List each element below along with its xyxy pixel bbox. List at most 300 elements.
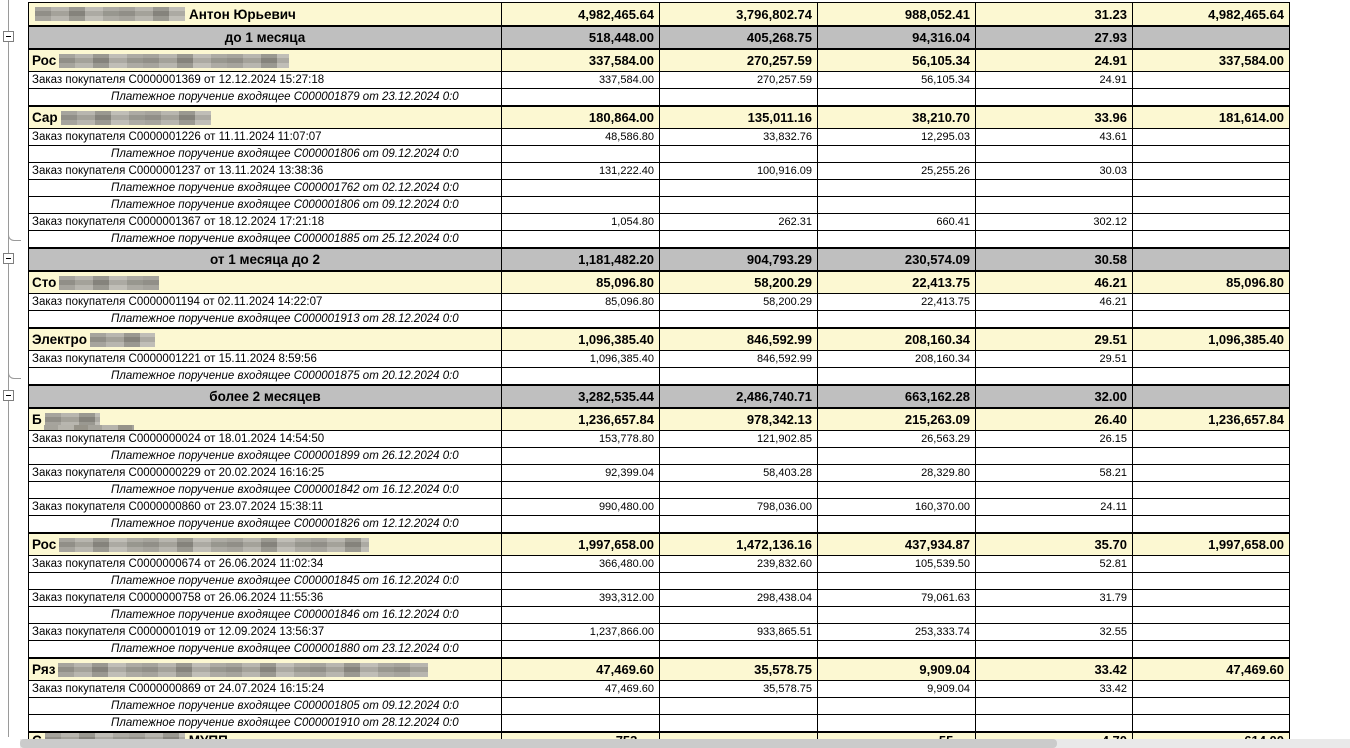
- collapse-button-section-3[interactable]: [3, 390, 14, 401]
- table-row: [28, 351, 1290, 368]
- value-cell[interactable]: [1133, 448, 1290, 464]
- table-row: [28, 482, 1290, 499]
- tree-gutter: [0, 0, 28, 748]
- table-row: [28, 248, 1290, 271]
- table-row: [28, 624, 1290, 641]
- value-cell[interactable]: 48,586.80: [502, 129, 660, 145]
- collapse-button-section-1[interactable]: [3, 31, 14, 42]
- table-row: [28, 146, 1290, 163]
- value-cell[interactable]: [1133, 681, 1290, 697]
- value-cell[interactable]: [1133, 129, 1290, 145]
- value-cell[interactable]: 47,469.60: [502, 659, 660, 680]
- value-cell[interactable]: [660, 180, 818, 196]
- value-cell[interactable]: 85,096.80: [502, 272, 660, 293]
- value-cell[interactable]: [818, 607, 976, 623]
- value-cell[interactable]: 24.91: [976, 72, 1133, 88]
- value-cell[interactable]: [976, 448, 1133, 464]
- document-label: Заказ покупателя C0000001237 от 13.11.2024 13:38:36: [32, 165, 324, 177]
- row-label-cell[interactable]: [28, 448, 502, 464]
- value-cell[interactable]: 239,832.60: [660, 556, 818, 572]
- table-row: [28, 681, 1290, 698]
- value-cell[interactable]: [976, 607, 1133, 623]
- row-label-cell[interactable]: [28, 129, 502, 145]
- value-cell[interactable]: 35.70: [976, 534, 1133, 555]
- table-row: [28, 715, 1290, 732]
- row-label-cell[interactable]: [28, 146, 502, 162]
- redacted-text: [35, 7, 185, 21]
- value-cell[interactable]: [818, 368, 976, 384]
- value-cell[interactable]: [1133, 715, 1290, 731]
- horizontal-scrollbar[interactable]: [20, 739, 1350, 748]
- value-cell[interactable]: [660, 448, 818, 464]
- value-cell[interactable]: 29.51: [976, 329, 1133, 350]
- value-cell[interactable]: [660, 197, 818, 213]
- value-cell[interactable]: 26.15: [976, 431, 1133, 447]
- redacted-text: [59, 538, 369, 552]
- value-cell[interactable]: [818, 641, 976, 657]
- value-cell[interactable]: 33.42: [976, 659, 1133, 680]
- value-cell[interactable]: [502, 573, 660, 589]
- value-cell[interactable]: [976, 482, 1133, 498]
- value-cell[interactable]: 270,257.59: [660, 50, 818, 71]
- value-cell[interactable]: 208,160.34: [818, 351, 976, 367]
- row-label-cell[interactable]: [28, 272, 502, 293]
- value-cell[interactable]: [976, 715, 1133, 731]
- document-label: Платежное поручение входящее C000001879 от 23.12.2024 0:0: [111, 91, 459, 103]
- value-cell[interactable]: [1133, 607, 1290, 623]
- row-label-cell[interactable]: [28, 534, 502, 555]
- value-cell[interactable]: 253,333.74: [818, 624, 976, 640]
- value-cell[interactable]: 2,486,740.71: [660, 386, 818, 407]
- row-label-cell[interactable]: [28, 641, 502, 657]
- value-cell[interactable]: [660, 698, 818, 714]
- value-cell[interactable]: [1133, 516, 1290, 532]
- value-cell[interactable]: [818, 715, 976, 731]
- row-label-cell[interactable]: [28, 368, 502, 384]
- value-cell[interactable]: 33.96: [976, 107, 1133, 128]
- row-label-cell[interactable]: [28, 715, 502, 731]
- row-label-cell[interactable]: [28, 624, 502, 640]
- value-cell[interactable]: [502, 516, 660, 532]
- value-cell[interactable]: 215,263.09: [818, 409, 976, 430]
- value-cell[interactable]: 9,909.04: [818, 681, 976, 697]
- document-label: Заказ покупателя C0000000860 от 23.07.2024 15:38:11: [32, 501, 324, 513]
- value-cell[interactable]: 1,054.80: [502, 214, 660, 230]
- value-cell[interactable]: 1,096,385.40: [1133, 329, 1290, 350]
- value-cell[interactable]: [502, 180, 660, 196]
- value-cell[interactable]: [1133, 624, 1290, 640]
- value-cell[interactable]: [502, 368, 660, 384]
- value-cell[interactable]: 3,282,535.44: [502, 386, 660, 407]
- value-cell[interactable]: [818, 573, 976, 589]
- value-cell[interactable]: 24.91: [976, 50, 1133, 71]
- table-row: [28, 368, 1290, 385]
- value-cell[interactable]: 121,902.85: [660, 431, 818, 447]
- value-cell[interactable]: [502, 482, 660, 498]
- value-cell[interactable]: 35,578.75: [660, 681, 818, 697]
- counterparty-name: Сар: [32, 110, 58, 125]
- value-cell[interactable]: 131,222.40: [502, 163, 660, 179]
- value-cell[interactable]: 1,236,657.84: [502, 409, 660, 430]
- document-label: Платежное поручение входящее C000001842 от 16.12.2024 0:0: [111, 484, 459, 496]
- redacted-text: [58, 663, 428, 677]
- value-cell[interactable]: 337,584.00: [1133, 50, 1290, 71]
- value-cell[interactable]: [660, 368, 818, 384]
- redacted-text: [90, 333, 155, 347]
- value-cell[interactable]: 22,413.75: [818, 272, 976, 293]
- collapse-button-section-2[interactable]: [3, 253, 14, 264]
- table-row: [28, 328, 1290, 351]
- value-cell[interactable]: 100,916.09: [660, 163, 818, 179]
- value-cell[interactable]: 337,584.00: [502, 72, 660, 88]
- value-cell[interactable]: [976, 231, 1133, 247]
- row-label-cell[interactable]: [28, 107, 502, 128]
- value-cell[interactable]: [502, 311, 660, 327]
- value-cell[interactable]: [502, 698, 660, 714]
- value-cell[interactable]: [818, 231, 976, 247]
- value-cell[interactable]: 978,342.13: [660, 409, 818, 430]
- value-cell[interactable]: 85,096.80: [1133, 272, 1290, 293]
- value-cell[interactable]: 32.00: [976, 386, 1133, 407]
- value-cell[interactable]: 1,096,385.40: [502, 329, 660, 350]
- row-label-cell[interactable]: [28, 607, 502, 623]
- value-cell[interactable]: [660, 573, 818, 589]
- value-cell[interactable]: 47,469.60: [1133, 659, 1290, 680]
- value-cell[interactable]: 46.21: [976, 272, 1133, 293]
- value-cell[interactable]: [1133, 311, 1290, 327]
- row-label-cell[interactable]: [28, 465, 502, 481]
- value-cell[interactable]: 437,934.87: [818, 534, 976, 555]
- value-cell[interactable]: 1,237,866.00: [502, 624, 660, 640]
- document-label: Платежное поручение входящее C000001845 от 16.12.2024 0:0: [111, 575, 459, 587]
- value-cell[interactable]: 28,329.80: [818, 465, 976, 481]
- table-row: [28, 465, 1290, 482]
- section-title: до 1 месяца: [224, 30, 306, 45]
- row-label-cell[interactable]: [28, 197, 502, 213]
- table-row: [28, 658, 1290, 681]
- value-cell[interactable]: 94,316.04: [818, 27, 976, 48]
- value-cell[interactable]: 153,778.80: [502, 431, 660, 447]
- value-cell[interactable]: [1133, 641, 1290, 657]
- value-cell[interactable]: [502, 231, 660, 247]
- value-cell[interactable]: [818, 180, 976, 196]
- table-row: [28, 294, 1290, 311]
- value-cell[interactable]: 208,160.34: [818, 329, 976, 350]
- value-cell[interactable]: 58.21: [976, 465, 1133, 481]
- redacted-text: [59, 276, 159, 290]
- row-label-cell[interactable]: [28, 163, 502, 179]
- table-row: [28, 641, 1290, 658]
- value-cell[interactable]: [1133, 89, 1290, 105]
- value-cell[interactable]: 9,909.04: [818, 659, 976, 680]
- value-cell[interactable]: [976, 641, 1133, 657]
- value-cell[interactable]: 105,539.50: [818, 556, 976, 572]
- value-cell[interactable]: 393,312.00: [502, 590, 660, 606]
- table-row: [28, 385, 1290, 408]
- value-cell[interactable]: [502, 89, 660, 105]
- table-row: [28, 163, 1290, 180]
- document-label: Заказ покупателя C0000000229 от 20.02.2024 16:16:25: [32, 467, 325, 479]
- row-label-cell[interactable]: [28, 431, 502, 447]
- value-cell[interactable]: [976, 180, 1133, 196]
- row-label-cell[interactable]: [28, 659, 502, 680]
- row-label-cell[interactable]: [28, 590, 502, 606]
- value-cell[interactable]: 12,295.03: [818, 129, 976, 145]
- value-cell[interactable]: 46.21: [976, 294, 1133, 310]
- row-label-cell[interactable]: [28, 231, 502, 247]
- value-cell[interactable]: 988,052.41: [818, 3, 976, 25]
- value-cell[interactable]: 846,592.99: [660, 351, 818, 367]
- counterparty-name: Рос: [32, 537, 57, 552]
- value-cell[interactable]: 29.51: [976, 351, 1133, 367]
- value-cell[interactable]: 518,448.00: [502, 27, 660, 48]
- value-cell[interactable]: 25,255.26: [818, 163, 976, 179]
- row-label-cell[interactable]: [28, 409, 502, 430]
- value-cell[interactable]: [1133, 231, 1290, 247]
- value-cell[interactable]: [1133, 368, 1290, 384]
- value-cell[interactable]: 33,832.76: [660, 129, 818, 145]
- value-cell[interactable]: [818, 197, 976, 213]
- manager-name: Антон Юрьевич: [189, 6, 296, 22]
- value-cell[interactable]: 181,614.00: [1133, 107, 1290, 128]
- row-label-cell[interactable]: [28, 249, 502, 270]
- row-label-cell[interactable]: [28, 499, 502, 515]
- value-cell[interactable]: [1133, 590, 1290, 606]
- value-cell[interactable]: 92,399.04: [502, 465, 660, 481]
- value-cell[interactable]: 1,181,482.20: [502, 249, 660, 270]
- value-cell[interactable]: [1133, 499, 1290, 515]
- table-row: [28, 26, 1290, 49]
- value-cell[interactable]: [660, 715, 818, 731]
- value-cell[interactable]: 337,584.00: [502, 50, 660, 71]
- value-cell[interactable]: [1133, 197, 1290, 213]
- value-cell[interactable]: 56,105.34: [818, 72, 976, 88]
- value-cell[interactable]: 1,472,136.16: [660, 534, 818, 555]
- value-cell[interactable]: 1,997,658.00: [1133, 534, 1290, 555]
- value-cell[interactable]: 27.93: [976, 27, 1133, 48]
- value-cell[interactable]: [660, 641, 818, 657]
- value-cell[interactable]: 160,370.00: [818, 499, 976, 515]
- minus-icon: [6, 395, 11, 396]
- row-label-cell[interactable]: [28, 516, 502, 532]
- value-cell[interactable]: [976, 89, 1133, 105]
- value-cell[interactable]: 798,036.00: [660, 499, 818, 515]
- value-cell[interactable]: [1133, 431, 1290, 447]
- document-label: Заказ покупателя C0000000869 от 24.07.2024 16:15:24: [32, 683, 325, 695]
- value-cell[interactable]: 846,592.99: [660, 329, 818, 350]
- value-cell[interactable]: [660, 89, 818, 105]
- value-cell[interactable]: 30.58: [976, 249, 1133, 270]
- value-cell[interactable]: 1,997,658.00: [502, 534, 660, 555]
- row-label-cell[interactable]: [28, 3, 502, 25]
- table-row: [28, 72, 1290, 89]
- row-label-cell[interactable]: [28, 50, 502, 71]
- value-cell[interactable]: 26,563.29: [818, 431, 976, 447]
- row-label-cell[interactable]: [28, 573, 502, 589]
- redacted-text: [61, 111, 211, 125]
- value-cell[interactable]: [502, 641, 660, 657]
- row-label-cell[interactable]: [28, 214, 502, 230]
- table-row: [28, 311, 1290, 328]
- value-cell[interactable]: [976, 197, 1133, 213]
- value-cell[interactable]: 30.03: [976, 163, 1133, 179]
- value-cell[interactable]: 904,793.29: [660, 249, 818, 270]
- value-cell[interactable]: 990,480.00: [502, 499, 660, 515]
- document-label: Заказ покупателя C0000000024 от 18.01.2024 14:54:50: [32, 433, 325, 445]
- document-label: Платежное поручение входящее C000001910 от 28.12.2024 0:0: [111, 717, 459, 729]
- table-row: [28, 556, 1290, 573]
- value-cell[interactable]: 31.79: [976, 590, 1133, 606]
- value-cell[interactable]: [976, 146, 1133, 162]
- document-label: Платежное поручение входящее C000001806 от 09.12.2024 0:0: [111, 199, 459, 211]
- value-cell[interactable]: 31.23: [976, 3, 1133, 25]
- value-cell[interactable]: [1133, 249, 1290, 270]
- tree-elbow: [8, 228, 21, 241]
- value-cell[interactable]: [976, 311, 1133, 327]
- value-cell[interactable]: [660, 231, 818, 247]
- section-title: более 2 месяцев: [209, 389, 321, 404]
- value-cell[interactable]: [976, 573, 1133, 589]
- row-label-cell[interactable]: [28, 351, 502, 367]
- value-cell[interactable]: 230,574.09: [818, 249, 976, 270]
- value-cell[interactable]: 24.11: [976, 499, 1133, 515]
- value-cell[interactable]: 663,162.28: [818, 386, 976, 407]
- row-label-cell[interactable]: [28, 482, 502, 498]
- value-cell[interactable]: [1133, 465, 1290, 481]
- value-cell[interactable]: 43.61: [976, 129, 1133, 145]
- value-cell[interactable]: 135,011.16: [660, 107, 818, 128]
- value-cell[interactable]: 85,096.80: [502, 294, 660, 310]
- scrollbar-thumb[interactable]: [20, 739, 1057, 748]
- row-label-cell[interactable]: [28, 294, 502, 310]
- table-row: [28, 448, 1290, 465]
- value-cell[interactable]: 1,096,385.40: [502, 351, 660, 367]
- value-cell[interactable]: 26.40: [976, 409, 1133, 430]
- value-cell[interactable]: [660, 311, 818, 327]
- value-cell[interactable]: [818, 482, 976, 498]
- value-cell[interactable]: [1133, 163, 1290, 179]
- value-cell[interactable]: 58,200.29: [660, 272, 818, 293]
- value-cell[interactable]: [818, 146, 976, 162]
- value-cell[interactable]: [660, 516, 818, 532]
- value-cell[interactable]: [818, 311, 976, 327]
- value-cell[interactable]: 22,413.75: [818, 294, 976, 310]
- value-cell[interactable]: 35,578.75: [660, 659, 818, 680]
- table-row: [28, 516, 1290, 533]
- table-row: [28, 499, 1290, 516]
- value-cell[interactable]: [818, 698, 976, 714]
- row-label-cell[interactable]: [28, 72, 502, 88]
- value-cell[interactable]: 366,480.00: [502, 556, 660, 572]
- row-label-cell[interactable]: [28, 386, 502, 407]
- value-cell[interactable]: 1,236,657.84: [1133, 409, 1290, 430]
- value-cell[interactable]: [502, 197, 660, 213]
- value-cell[interactable]: 32.55: [976, 624, 1133, 640]
- document-label: Заказ покупателя C0000001369 от 12.12.2024 15:27:18: [32, 74, 325, 86]
- document-label: Платежное поручение входящее C000001826 от 12.12.2024 0:0: [111, 518, 459, 530]
- value-cell[interactable]: 58,403.28: [660, 465, 818, 481]
- section-title: от 1 месяца до 2: [209, 252, 321, 267]
- row-label-cell[interactable]: [28, 180, 502, 196]
- value-cell[interactable]: [1133, 573, 1290, 589]
- value-cell[interactable]: [502, 607, 660, 623]
- row-label-cell[interactable]: [28, 311, 502, 327]
- value-cell[interactable]: 4,982,465.64: [502, 3, 660, 25]
- document-label: Заказ покупателя C0000001226 от 11.11.2024 11:07:07: [32, 131, 322, 143]
- value-cell[interactable]: [1133, 180, 1290, 196]
- value-cell[interactable]: 56,105.34: [818, 50, 976, 71]
- table-row: [28, 106, 1290, 129]
- row-label-cell[interactable]: [28, 89, 502, 105]
- value-cell[interactable]: 79,061.63: [818, 590, 976, 606]
- value-cell[interactable]: [1133, 72, 1290, 88]
- value-cell[interactable]: [1133, 698, 1290, 714]
- value-cell[interactable]: 52.81: [976, 556, 1133, 572]
- value-cell[interactable]: 180,864.00: [502, 107, 660, 128]
- value-cell[interactable]: [818, 516, 976, 532]
- table-row: [28, 431, 1290, 448]
- row-label-cell[interactable]: [28, 27, 502, 48]
- row-label-cell[interactable]: [28, 556, 502, 572]
- value-cell[interactable]: 38,210.70: [818, 107, 976, 128]
- row-label-cell[interactable]: [28, 681, 502, 697]
- value-cell[interactable]: [1133, 27, 1290, 48]
- value-cell[interactable]: [1133, 294, 1290, 310]
- value-cell[interactable]: 270,257.59: [660, 72, 818, 88]
- document-label: Заказ покупателя C0000001221 от 15.11.2024 8:59:56: [32, 353, 317, 365]
- minus-icon: [6, 258, 11, 259]
- table-row: [28, 698, 1290, 715]
- value-cell[interactable]: 4,982,465.64: [1133, 3, 1290, 25]
- value-cell[interactable]: [502, 146, 660, 162]
- value-cell[interactable]: [660, 146, 818, 162]
- value-cell[interactable]: 405,268.75: [660, 27, 818, 48]
- minus-icon: [6, 36, 11, 37]
- value-cell[interactable]: [976, 698, 1133, 714]
- value-cell[interactable]: [818, 89, 976, 105]
- value-cell[interactable]: [976, 516, 1133, 532]
- value-cell[interactable]: [1133, 146, 1290, 162]
- value-cell[interactable]: 302.12: [976, 214, 1133, 230]
- value-cell[interactable]: 3,796,802.74: [660, 3, 818, 25]
- tree-elbow: [8, 366, 21, 379]
- value-cell[interactable]: [976, 368, 1133, 384]
- value-cell[interactable]: [1133, 351, 1290, 367]
- value-cell[interactable]: 262.31: [660, 214, 818, 230]
- value-cell[interactable]: [660, 607, 818, 623]
- value-cell[interactable]: 58,200.29: [660, 294, 818, 310]
- value-cell[interactable]: [1133, 556, 1290, 572]
- value-cell[interactable]: [818, 448, 976, 464]
- value-cell[interactable]: 660.41: [818, 214, 976, 230]
- document-label: Платежное поручение входящее C000001762 от 02.12.2024 0:0: [111, 182, 459, 194]
- value-cell[interactable]: [1133, 214, 1290, 230]
- row-label-cell[interactable]: [28, 698, 502, 714]
- value-cell[interactable]: [1133, 482, 1290, 498]
- value-cell[interactable]: [502, 448, 660, 464]
- document-label: Платежное поручение входящее C000001875 от 20.12.2024 0:0: [111, 370, 459, 382]
- value-cell[interactable]: 47,469.60: [502, 681, 660, 697]
- value-cell[interactable]: [502, 715, 660, 731]
- document-label: Заказ покупателя C0000001019 от 12.09.2024 13:56:37: [32, 626, 325, 638]
- value-cell[interactable]: 298,438.04: [660, 590, 818, 606]
- value-cell[interactable]: 933,865.51: [660, 624, 818, 640]
- value-cell[interactable]: [1133, 386, 1290, 407]
- value-cell[interactable]: 33.42: [976, 681, 1133, 697]
- row-label-cell[interactable]: [28, 329, 502, 350]
- value-cell[interactable]: [660, 482, 818, 498]
- document-label: Платежное поручение входящее C000001805 от 09.12.2024 0:0: [111, 700, 459, 712]
